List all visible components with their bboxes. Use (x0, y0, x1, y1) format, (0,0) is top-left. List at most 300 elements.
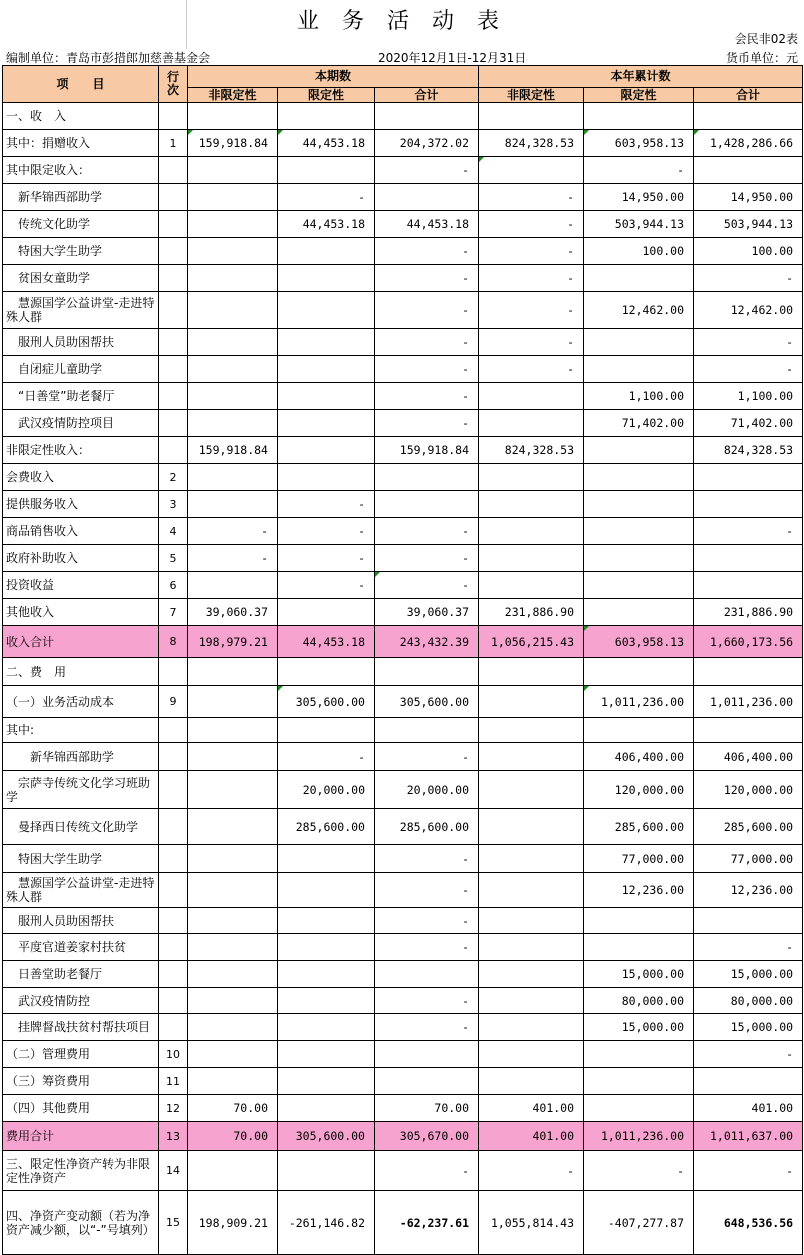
header-row-no: 行次 (159, 66, 188, 103)
value-cell (188, 491, 278, 518)
table-row (3, 383, 803, 410)
value-cell: - (375, 518, 479, 545)
value-cell: 503,944.13 (584, 211, 694, 238)
row-number (159, 658, 188, 686)
value-cell (278, 1095, 375, 1122)
value-cell (375, 1068, 479, 1095)
value-cell (694, 658, 803, 686)
value-cell: 1,100.00 (694, 383, 803, 410)
value-cell: 824,328.53 (479, 437, 584, 464)
value-cell (479, 545, 584, 572)
value-cell: - (375, 410, 479, 437)
header-annual-cumulative: 本年累计数 (479, 66, 803, 88)
value-cell (375, 491, 479, 518)
value-cell: - (479, 265, 584, 292)
row-number: 3 (159, 491, 188, 518)
value-cell: 285,600.00 (278, 809, 375, 845)
table-row (3, 743, 803, 771)
value-cell (278, 1041, 375, 1068)
table-row (3, 934, 803, 961)
row-label: 收入合计 (3, 626, 159, 658)
row-label: 传统文化助学 (3, 211, 159, 238)
value-cell (479, 410, 584, 437)
row-number: 13 (159, 1122, 188, 1151)
row-number: 9 (159, 686, 188, 718)
table-row (3, 356, 803, 383)
value-cell: - (375, 265, 479, 292)
value-cell (278, 383, 375, 410)
value-cell (479, 934, 584, 961)
value-cell (584, 934, 694, 961)
value-cell: - (188, 518, 278, 545)
value-cell (584, 437, 694, 464)
table-row (3, 809, 803, 845)
row-label: 平度官道姜家村扶贫 (3, 934, 159, 961)
value-cell (278, 329, 375, 356)
row-number: 4 (159, 518, 188, 545)
value-cell: 159,918.84 (188, 437, 278, 464)
value-cell (188, 103, 278, 130)
value-cell: - (375, 356, 479, 383)
value-cell (278, 599, 375, 626)
value-cell: 44,453.18 (278, 211, 375, 238)
value-cell: 1,428,286.66 (694, 130, 803, 157)
row-number (159, 743, 188, 771)
value-cell: 305,600.00 (278, 686, 375, 718)
table-row (3, 572, 803, 599)
value-cell (278, 718, 375, 743)
value-cell: 44,453.18 (278, 626, 375, 658)
row-number (159, 961, 188, 988)
row-label: 贫困女童助学 (3, 265, 159, 292)
value-cell: 70.00 (188, 1122, 278, 1151)
row-label: 挂牌督战扶贫村帮扶项目 (3, 1014, 159, 1041)
report-title: 业 务 活 动 表 (297, 9, 507, 34)
row-label: 商品销售收入 (3, 518, 159, 545)
value-cell: 12,236.00 (584, 873, 694, 908)
value-cell (278, 1014, 375, 1041)
row-number (159, 329, 188, 356)
value-cell: 20,000.00 (375, 771, 479, 809)
value-cell: - (278, 184, 375, 211)
value-cell: 401.00 (479, 1122, 584, 1151)
value-cell: 1,100.00 (584, 383, 694, 410)
table-row (3, 1151, 803, 1191)
table-row (3, 518, 803, 545)
row-label: 日善堂助老餐厅 (3, 961, 159, 988)
value-cell: 305,600.00 (278, 1122, 375, 1151)
row-number (159, 934, 188, 961)
value-cell: 120,000.00 (694, 771, 803, 809)
row-label: 曼择西日传统文化助学 (3, 809, 159, 845)
value-cell (479, 383, 584, 410)
value-cell (278, 873, 375, 908)
value-cell (584, 599, 694, 626)
value-cell: 285,600.00 (694, 809, 803, 845)
table-row (3, 1068, 803, 1095)
value-cell: - (375, 845, 479, 873)
table-row (3, 292, 803, 329)
value-cell (278, 238, 375, 265)
value-cell (479, 518, 584, 545)
value-cell (584, 1041, 694, 1068)
value-cell: - (584, 1151, 694, 1191)
value-cell (694, 908, 803, 934)
value-cell (584, 1068, 694, 1095)
value-cell (278, 410, 375, 437)
value-cell (188, 873, 278, 908)
value-cell (694, 1068, 803, 1095)
table-row (3, 211, 803, 238)
value-cell (584, 103, 694, 130)
row-number (159, 809, 188, 845)
value-cell: 1,055,814.43 (479, 1191, 584, 1255)
value-cell: 15,000.00 (694, 1014, 803, 1041)
table-row (3, 961, 803, 988)
row-label: 提供服务收入 (3, 491, 159, 518)
value-cell (278, 1151, 375, 1191)
value-cell: 80,000.00 (584, 988, 694, 1014)
value-cell (188, 383, 278, 410)
row-number (159, 437, 188, 464)
value-cell (694, 103, 803, 130)
row-number (159, 292, 188, 329)
row-label: 政府补助收入 (3, 545, 159, 572)
value-cell (278, 1068, 375, 1095)
row-label: 一、收 入 (3, 103, 159, 130)
row-label: 其中: (3, 718, 159, 743)
value-cell: 503,944.13 (694, 211, 803, 238)
row-number: 8 (159, 626, 188, 658)
value-cell: - (375, 934, 479, 961)
value-cell: - (375, 383, 479, 410)
value-cell: 39,060.37 (375, 599, 479, 626)
value-cell: 159,918.84 (188, 130, 278, 157)
value-cell: - (479, 211, 584, 238)
value-cell (479, 845, 584, 873)
value-cell (278, 988, 375, 1014)
value-cell: - (375, 988, 479, 1014)
value-cell (375, 103, 479, 130)
table-row (3, 718, 803, 743)
row-label: 其他收入 (3, 599, 159, 626)
row-number: 11 (159, 1068, 188, 1095)
value-cell (188, 845, 278, 873)
value-cell: 39,060.37 (188, 599, 278, 626)
table-row (3, 184, 803, 211)
value-cell: 80,000.00 (694, 988, 803, 1014)
row-label: 费用合计 (3, 1122, 159, 1151)
value-cell (188, 961, 278, 988)
value-cell (584, 908, 694, 934)
value-cell (479, 157, 584, 184)
value-cell (375, 658, 479, 686)
value-cell: 648,536.56 (694, 1191, 803, 1255)
value-cell (188, 292, 278, 329)
row-label: 服刑人员助困帮扶 (3, 908, 159, 934)
row-label: 新华锦西部助学 (3, 743, 159, 771)
value-cell: 603,958.13 (584, 130, 694, 157)
table-row (3, 157, 803, 184)
value-cell: 285,600.00 (375, 809, 479, 845)
row-label: （一）业务活动成本 (3, 686, 159, 718)
report-period: 2020年12月1日-12月31日 (378, 51, 527, 65)
row-label: 新华锦西部助学 (3, 184, 159, 211)
row-label: （二）管理费用 (3, 1041, 159, 1068)
value-cell: - (479, 329, 584, 356)
value-cell: 231,886.90 (694, 599, 803, 626)
value-cell (584, 572, 694, 599)
value-cell (584, 491, 694, 518)
value-cell (584, 329, 694, 356)
value-cell (188, 238, 278, 265)
value-cell (479, 464, 584, 491)
row-number (159, 103, 188, 130)
header-current-period: 本期数 (188, 66, 479, 88)
value-cell (584, 265, 694, 292)
value-cell: - (479, 1151, 584, 1191)
header-item: 项 目 (3, 66, 159, 103)
table-row (3, 658, 803, 686)
value-cell (188, 410, 278, 437)
value-cell: -62,237.61 (375, 1191, 479, 1255)
value-cell: 15,000.00 (584, 961, 694, 988)
value-cell: 100.00 (584, 238, 694, 265)
table-row (3, 238, 803, 265)
table-body (3, 103, 803, 1255)
row-number (159, 184, 188, 211)
value-cell (479, 961, 584, 988)
row-label: 二、费 用 (3, 658, 159, 686)
header-annual-unrestricted: 非限定性 (479, 88, 584, 103)
value-cell (278, 157, 375, 184)
value-cell: 44,453.18 (375, 211, 479, 238)
value-cell (479, 686, 584, 718)
row-number (159, 157, 188, 184)
currency-unit: 货币单位：元 (725, 51, 798, 65)
value-cell (694, 545, 803, 572)
value-cell: - (694, 1041, 803, 1068)
value-cell (479, 103, 584, 130)
row-label: 武汉疫情防控 (3, 988, 159, 1014)
value-cell (584, 658, 694, 686)
row-label: （三）筹资费用 (3, 1068, 159, 1095)
value-cell: 14,950.00 (584, 184, 694, 211)
value-cell: 406,400.00 (584, 743, 694, 771)
value-cell (188, 718, 278, 743)
value-cell: - (375, 1014, 479, 1041)
value-cell (188, 211, 278, 238)
row-number (159, 265, 188, 292)
value-cell (188, 464, 278, 491)
header-current-unrestricted: 非限定性 (188, 88, 278, 103)
value-cell (479, 988, 584, 1014)
table-row (3, 103, 803, 130)
value-cell (479, 908, 584, 934)
row-number: 7 (159, 599, 188, 626)
value-cell: 305,670.00 (375, 1122, 479, 1151)
value-cell: 15,000.00 (694, 961, 803, 988)
value-cell: - (375, 743, 479, 771)
row-number: 12 (159, 1095, 188, 1122)
row-number (159, 718, 188, 743)
table-row (3, 599, 803, 626)
value-cell (479, 1014, 584, 1041)
value-cell: - (375, 238, 479, 265)
table-row (3, 626, 803, 658)
row-number: 2 (159, 464, 188, 491)
value-cell: 100.00 (694, 238, 803, 265)
row-number: 10 (159, 1041, 188, 1068)
value-cell: -407,277.87 (584, 1191, 694, 1255)
value-cell: 70.00 (375, 1095, 479, 1122)
value-cell: - (375, 1151, 479, 1191)
value-cell: - (375, 873, 479, 908)
form-code: 会民非02表 (734, 32, 798, 46)
row-number (159, 211, 188, 238)
activity-statement-table (2, 65, 803, 1255)
value-cell: 305,600.00 (375, 686, 479, 718)
value-cell (278, 908, 375, 934)
table-row (3, 873, 803, 908)
value-cell: 406,400.00 (694, 743, 803, 771)
row-number (159, 238, 188, 265)
row-label: 服刑人员助困帮扶 (3, 329, 159, 356)
value-cell (584, 545, 694, 572)
row-number (159, 1014, 188, 1041)
value-cell: - (479, 238, 584, 265)
value-cell (479, 1041, 584, 1068)
value-cell (188, 1041, 278, 1068)
value-cell (479, 572, 584, 599)
value-cell: - (278, 491, 375, 518)
value-cell (188, 184, 278, 211)
value-cell (188, 934, 278, 961)
value-cell: 243,432.39 (375, 626, 479, 658)
value-cell (479, 873, 584, 908)
value-cell (278, 356, 375, 383)
value-cell: - (479, 356, 584, 383)
row-label: 投资收益 (3, 572, 159, 599)
value-cell: 12,236.00 (694, 873, 803, 908)
value-cell: 204,372.02 (375, 130, 479, 157)
row-label: 非限定性收入： (3, 437, 159, 464)
value-cell (278, 437, 375, 464)
value-cell: - (479, 292, 584, 329)
value-cell (188, 1151, 278, 1191)
value-cell (694, 718, 803, 743)
row-label: 武汉疫情防控项目 (3, 410, 159, 437)
table-row (3, 1191, 803, 1255)
row-label: 会费收入 (3, 464, 159, 491)
row-number: 5 (159, 545, 188, 572)
value-cell (188, 572, 278, 599)
table-row (3, 437, 803, 464)
value-cell: - (375, 545, 479, 572)
row-number: 6 (159, 572, 188, 599)
value-cell: 401.00 (479, 1095, 584, 1122)
value-cell (188, 743, 278, 771)
value-cell: 20,000.00 (278, 771, 375, 809)
value-cell: 44,453.18 (278, 130, 375, 157)
value-cell (188, 809, 278, 845)
row-number (159, 356, 188, 383)
row-label: 三、限定性净资产转为非限定性净资产 (3, 1151, 159, 1191)
value-cell: - (694, 934, 803, 961)
value-cell (375, 184, 479, 211)
value-cell: - (694, 265, 803, 292)
value-cell (278, 265, 375, 292)
value-cell: 1,056,215.43 (479, 626, 584, 658)
value-cell (479, 491, 584, 518)
value-cell (278, 103, 375, 130)
value-cell (278, 934, 375, 961)
value-cell: - (584, 157, 694, 184)
value-cell: 12,462.00 (694, 292, 803, 329)
value-cell: 77,000.00 (694, 845, 803, 873)
value-cell: - (278, 572, 375, 599)
value-cell (694, 572, 803, 599)
value-cell (584, 518, 694, 545)
table-row (3, 265, 803, 292)
value-cell: 159,918.84 (375, 437, 479, 464)
row-number (159, 771, 188, 809)
value-cell: 198,979.21 (188, 626, 278, 658)
value-cell: - (278, 743, 375, 771)
value-cell (479, 743, 584, 771)
value-cell (479, 809, 584, 845)
value-cell: 71,402.00 (584, 410, 694, 437)
value-cell: 70.00 (188, 1095, 278, 1122)
value-cell: 12,462.00 (584, 292, 694, 329)
value-cell (584, 464, 694, 491)
value-cell: - (375, 908, 479, 934)
table-row (3, 464, 803, 491)
table-row (3, 545, 803, 572)
row-number: 14 (159, 1151, 188, 1191)
table-row (3, 410, 803, 437)
value-cell (479, 1068, 584, 1095)
table-row (3, 845, 803, 873)
value-cell (278, 845, 375, 873)
value-cell: - (278, 518, 375, 545)
table-row (3, 491, 803, 518)
value-cell: 401.00 (694, 1095, 803, 1122)
value-cell: 14,950.00 (694, 184, 803, 211)
value-cell (188, 1014, 278, 1041)
value-cell (188, 771, 278, 809)
value-cell: 231,886.90 (479, 599, 584, 626)
organization-label: 编制单位：青岛市彭措郎加慈善基金会 (6, 51, 211, 65)
value-cell: 1,011,637.00 (694, 1122, 803, 1151)
value-cell: 71,402.00 (694, 410, 803, 437)
header-annual-total: 合计 (694, 88, 803, 103)
value-cell (188, 329, 278, 356)
value-cell: - (375, 157, 479, 184)
value-cell (278, 961, 375, 988)
row-number: 15 (159, 1191, 188, 1255)
table-row (3, 988, 803, 1014)
value-cell: - (188, 545, 278, 572)
value-cell: - (694, 356, 803, 383)
value-cell: 120,000.00 (584, 771, 694, 809)
table-row (3, 1122, 803, 1151)
value-cell: 1,011,236.00 (694, 686, 803, 718)
value-cell (278, 292, 375, 329)
value-cell (188, 356, 278, 383)
value-cell (375, 718, 479, 743)
value-cell (278, 464, 375, 491)
